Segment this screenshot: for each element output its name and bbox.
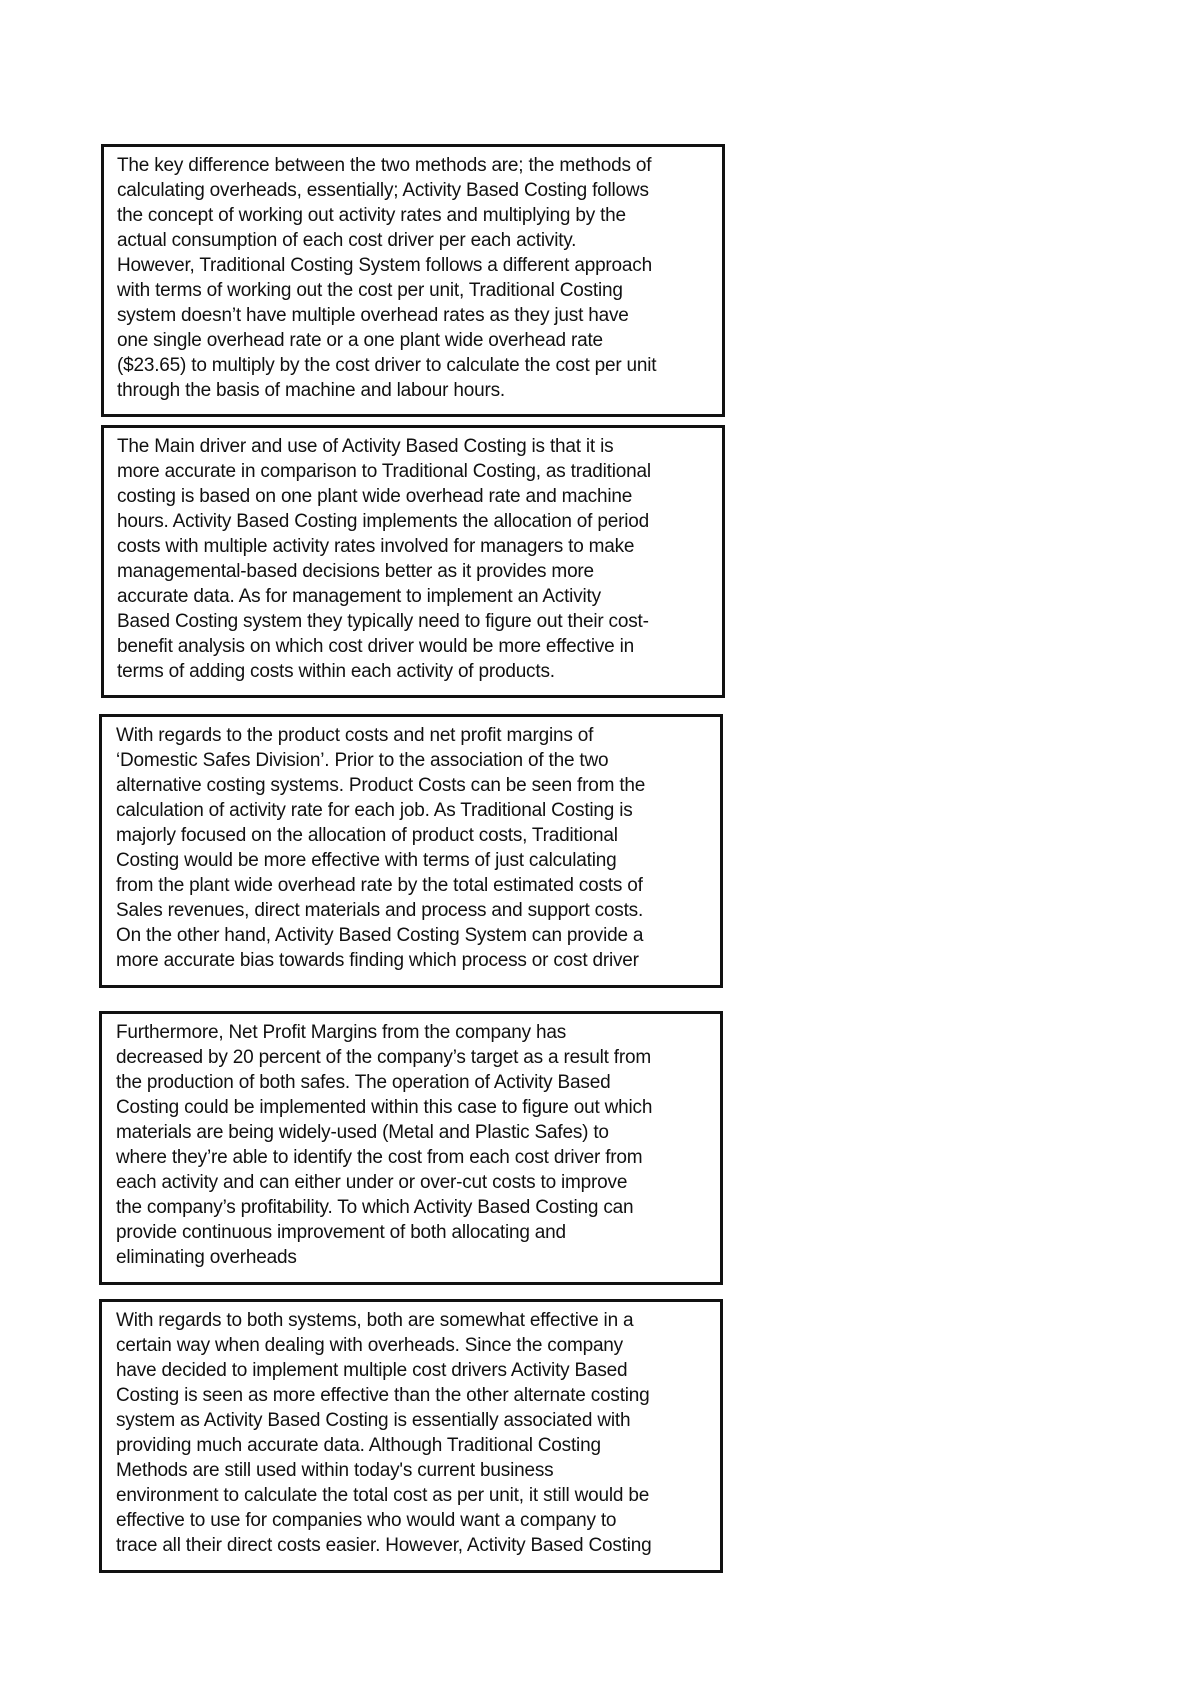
text-line: terms of adding costs within each activity of products. (117, 661, 555, 682)
text-line: On the other hand, Activity Based Costing System can provide a (116, 925, 644, 946)
text-line: Costing would be more effective with terms of just calculating (116, 850, 617, 871)
text-line: providing much accurate data. Although Traditional Costing (116, 1435, 601, 1456)
text-line: eliminating overheads (116, 1247, 297, 1268)
text-line: Costing could be implemented within this case to figure out which (116, 1097, 653, 1118)
text-line: each activity and can either under or over-cut costs to improve (116, 1172, 628, 1193)
text-line: calculation of activity rate for each job. As Traditional Costing is (116, 800, 633, 821)
text-line: hours. Activity Based Costing implements the allocation of period (117, 511, 649, 532)
text-line: materials are being widely-used (Metal and Plastic Safes) to (116, 1122, 609, 1143)
text-line: benefit analysis on which cost driver would be more effective in (117, 636, 635, 657)
text-line: environment to calculate the total cost as per unit, it still would be (116, 1485, 650, 1506)
text-line: Sales revenues, direct materials and process and support costs. (116, 900, 644, 921)
text-line: With regards to the product costs and net profit margins of (116, 725, 594, 746)
text-line: costing is based on one plant wide overhead rate and machine (117, 486, 633, 507)
text-line: the concept of working out activity rates and multiplying by the (117, 205, 626, 226)
text-line: costs with multiple activity rates involved for managers to make (117, 536, 635, 557)
text-line: certain way when dealing with overheads. Since the company (116, 1335, 623, 1356)
text-line: from the plant wide overhead rate by the total estimated costs of (116, 875, 643, 896)
text-line: actual consumption of each cost driver per each activity. (117, 230, 577, 251)
text-line: have decided to implement multiple cost drivers Activity Based (116, 1360, 628, 1381)
text-line: system doesn’t have multiple overhead rates as they just have (117, 305, 629, 326)
text-line: The Main driver and use of Activity Based Costing is that it is (117, 436, 614, 457)
text-line: Costing is seen as more effective than the other alternate costing (116, 1385, 650, 1406)
text-line: more accurate bias towards finding which process or cost driver (116, 950, 639, 971)
text-line: with terms of working out the cost per unit, Traditional Costing (117, 280, 623, 301)
text-line: Based Costing system they typically need to figure out their cost- (117, 611, 649, 632)
text-box-product-costs (99, 714, 723, 988)
text-line: system as Activity Based Costing is essentially associated with (116, 1410, 631, 1431)
text-line: alternative costing systems. Product Costs can be seen from the (116, 775, 646, 796)
text-line: provide continuous improvement of both allocating and (116, 1222, 566, 1243)
text-box-both-systems (99, 1299, 723, 1573)
text-line: the company’s profitability. To which Activity Based Costing can (116, 1197, 634, 1218)
text-line: the production of both safes. The operation of Activity Based (116, 1072, 611, 1093)
text-line: managemental-based decisions better as it provides more (117, 561, 594, 582)
text-line: calculating overheads, essentially; Activity Based Costing follows (117, 180, 649, 201)
text-box-key-difference (101, 144, 725, 417)
text-line: where they’re able to identify the cost from each cost driver from (116, 1147, 643, 1168)
text-line: through the basis of machine and labour hours. (117, 380, 505, 401)
text-line: decreased by 20 percent of the company’s target as a result from (116, 1047, 651, 1068)
text-line: With regards to both systems, both are somewhat effective in a (116, 1310, 634, 1331)
text-box-net-profit-margins (99, 1011, 723, 1285)
text-line: one single overhead rate or a one plant wide overhead rate (117, 330, 603, 351)
text-line: The key difference between the two methods are; the methods of (117, 155, 652, 176)
text-line: Furthermore, Net Profit Margins from the company has (116, 1022, 566, 1043)
text-line: majorly focused on the allocation of product costs, Traditional (116, 825, 618, 846)
text-line: more accurate in comparison to Traditional Costing, as traditional (117, 461, 651, 482)
text-line: However, Traditional Costing System follows a different approach (117, 255, 652, 276)
text-line: Methods are still used within today's current business (116, 1460, 554, 1481)
text-line: ‘Domestic Safes Division’. Prior to the association of the two (116, 750, 609, 771)
text-line: trace all their direct costs easier. However, Activity Based Costing (116, 1535, 652, 1556)
text-line: accurate data. As for management to implement an Activity (117, 586, 601, 607)
text-line: effective to use for companies who would want a company to (116, 1510, 617, 1531)
text-box-main-driver (101, 425, 725, 698)
text-line: ($23.65) to multiply by the cost driver to calculate the cost per unit (117, 355, 657, 376)
